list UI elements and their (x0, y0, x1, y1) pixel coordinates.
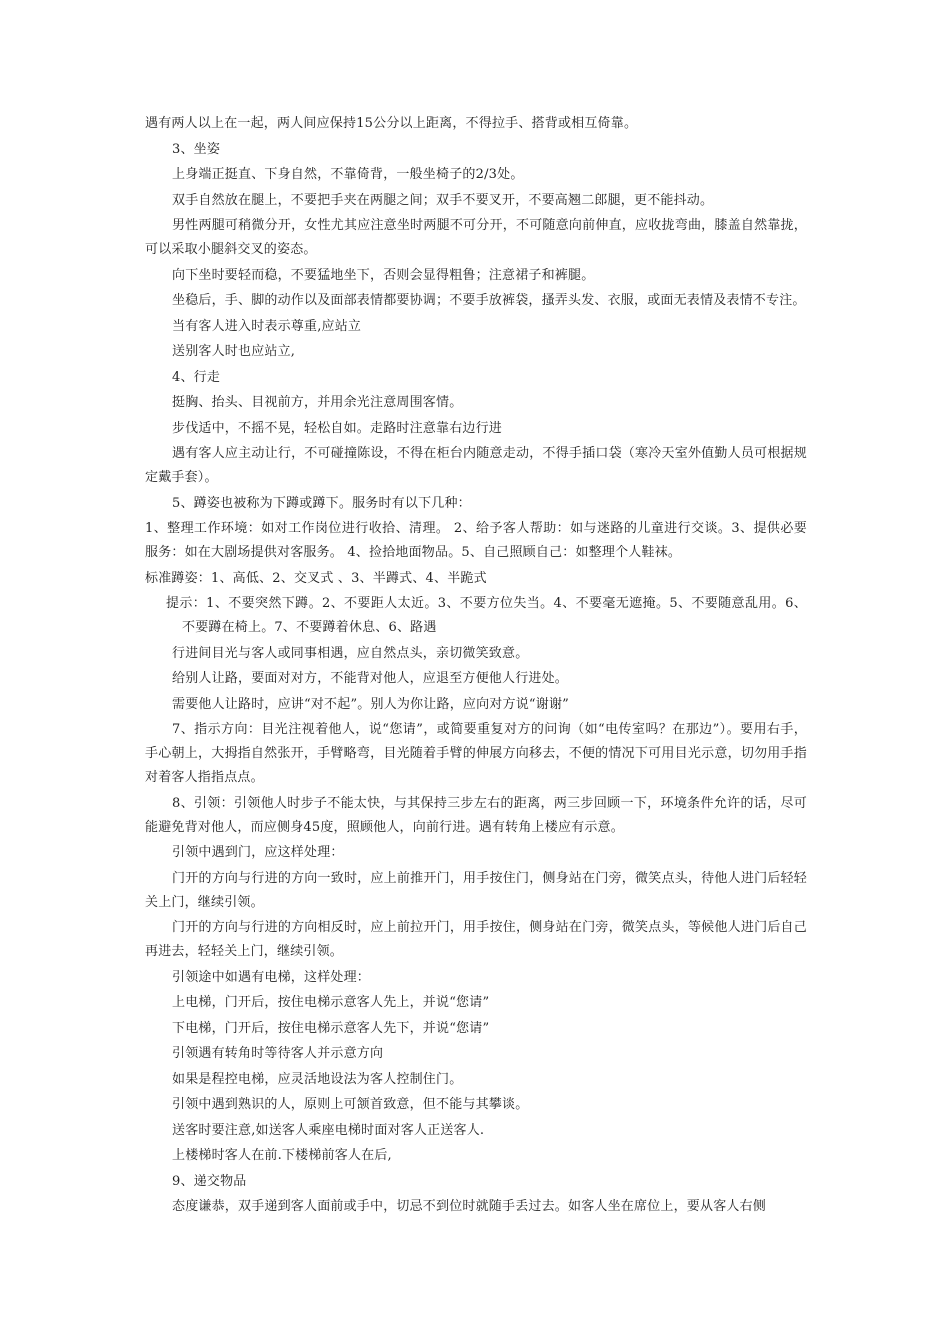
paragraph: 行进间目光与客人或同事相遇，应自然点头，亲切微笑致意。 (172, 645, 529, 661)
paragraph: 上电梯，门开后，按住电梯示意客人先上，并说“您请” (172, 995, 490, 1010)
paragraph: 引领途中如遇有电梯，这样处理： (172, 969, 371, 985)
paragraph-tips: 提示：1、不要突然下蹲。2、不要距人太近。3、不要方位失当。4、不要毫无遮掩。5、不要随意乱用。6、不要蹲在椅上。7、不要蹲着休息、6、路遇 (166, 596, 807, 635)
paragraph: 引领中遇到门，应这样处理： (172, 845, 344, 860)
document-body (145, 112, 807, 1221)
paragraph: 双手自然放在腿上，不要把手夹在两腿之间；双手不要叉开，不要高翘二郎腿，更不能抖动。 (172, 192, 714, 208)
paragraph: 上楼梯时客人在前.下楼梯前客人在后, (172, 1148, 392, 1163)
paragraph: 态度谦恭，双手递到客人面前或手中，切忌不到位时就随手丢过去。如客人坐在席位上，要从客人右侧 (172, 1199, 767, 1214)
paragraph: 给别人让路，要面对对方，不能背对他人，应退至方便他人行进处。 (172, 671, 569, 686)
paragraph: 引领中遇到熟识的人，原则上可颔首致意，但不能与其攀谈。 (172, 1097, 529, 1112)
paragraph: 送别客人时也应站立, (172, 344, 296, 359)
paragraph: 下电梯，门开后，按住电梯示意客人先下，并说“您请” (172, 1020, 490, 1036)
paragraph: 上身端正挺直、下身自然，不靠倚背，一般坐椅子的2/3处。 (172, 167, 524, 182)
paragraph: 引领遇有转角时等待客人并示意方向 (172, 1046, 384, 1061)
section-heading-handing: 9、递交物品 (172, 1173, 247, 1189)
section-heading-sitting: 3、坐姿 (172, 141, 221, 157)
paragraph: 坐稳后，手、脚的动作以及面部表情都要协调；不要手放裤袋，搔弄头发、衣服，或面无表情及表情不专注。 (172, 293, 806, 308)
paragraph: 向下坐时要轻而稳，不要猛地坐下，否则会显得粗鲁；注意裙子和裤腿。 (172, 267, 595, 283)
section-heading-directions: 7、指示方向：目光注视着他人，说“您请”，或简要重复对方的问询（如“电传室吗？在那边”）。要用右手，手心朝上，大拇指自然张开，手臂略弯，目光随着手臂的伸展方向移去，不便的情况下可用目光示意，切勿用手指对着客人指指点点。 (145, 722, 807, 785)
section-heading-walking: 4、行走 (172, 369, 221, 385)
paragraph: 男性两腿可稍微分开，女性尤其应注意坐时两腿不可分开，不可随意向前伸直，应收拢弯曲，膝盖自然靠拢，可以采取小腿斜交叉的姿态。 (145, 218, 807, 257)
paragraph: 如果是程控电梯，应灵活地设法为客人控制住门。 (172, 1071, 463, 1087)
paragraph: 门开的方向与行进的方向一致时，应上前推开门，用手按住门，侧身站在门旁，微笑点头，待他人进门后轻轻关上门，继续引领。 (145, 870, 807, 910)
section-heading-squatting: 5、蹲姿也被称为下蹲或蹲下。服务时有以下几种： (172, 495, 471, 511)
paragraph: 挺胸、抬头、目视前方，并用余光注意周围客情。 (172, 395, 463, 410)
paragraph: 步伐适中，不摇不晃，轻松自如。走路时注意靠右边行进 (172, 420, 503, 436)
paragraph: 门开的方向与行进的方向相反时，应上前拉开门，用手按住，侧身站在门旁，微笑点头，等候他人进门后自己再进去，轻轻关上门，继续引领。 (145, 920, 807, 959)
paragraph: 当有客人进入时表示尊重,应站立 (172, 318, 362, 334)
paragraph: 1、整理工作环境：如对工作岗位进行收拾、清理。 2、给予客人帮助：如与迷路的儿童进行交谈。3、提供必要服务：如在大剧场提供对客服务。 4、捡拾地面物品。5、自己照顾自己：如整理个人鞋袜。 (145, 521, 807, 560)
section-heading-guiding: 8、引领：引领他人时步子不能太快，与其保持三步左右的距离，两三步回顾一下，环境条件允许的话，尽可能避免背对他人，而应侧身45度，照顾他人，向前行进。遇有转角上楼应有示意。 (145, 795, 807, 835)
paragraph: 遇有客人应主动让行，不可碰撞陈设，不得在柜台内随意走动，不得手插口袋（寒冷天室外值勤人员可根据规定戴手套）。 (145, 446, 807, 485)
paragraph: 遇有两人以上在一起，两人间应保持15公分以上距离，不得拉手、搭背或相互倚靠。 (145, 116, 638, 131)
paragraph: 需要他人让路时，应讲“对不起”。别人为你让路，应向对方说“谢谢” (172, 696, 569, 712)
paragraph: 标准蹲姿：1、高低、2、交叉式 、3、半蹲式、4、半跪式 (145, 570, 487, 586)
paragraph: 送客时要注意,如送客人乘座电梯时面对客人正送客人. (172, 1122, 485, 1138)
